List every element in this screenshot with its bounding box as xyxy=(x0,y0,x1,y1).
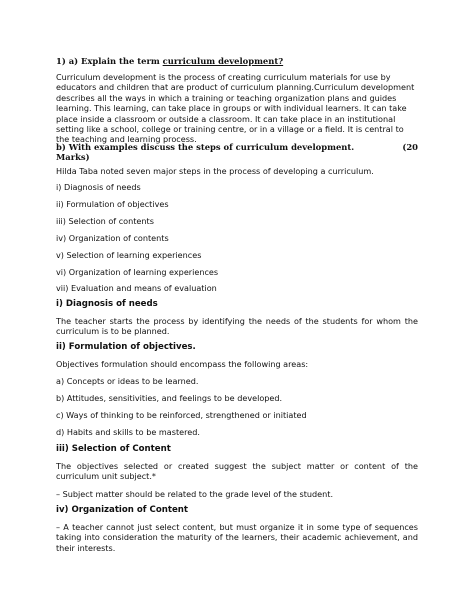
step-item: i) Diagnosis of needs xyxy=(56,182,141,192)
list-item: b) Attitudes, sensitivities, and feelings to be developed. xyxy=(56,393,283,403)
question-1b-title: b) With examples discuss the steps of curriculum development. xyxy=(56,142,355,152)
step-item: v) Selection of learning experiences xyxy=(56,250,202,260)
question-1b-marks-close: Marks) xyxy=(56,152,90,162)
step-item: vii) Evaluation and means of evaluation xyxy=(56,283,217,293)
step-item: vi) Organization of learning experiences xyxy=(56,267,219,277)
section-heading: iv) Organization of Content xyxy=(56,505,189,515)
question-1a-answer: Curriculum development is the process of creating curriculum materials for use by educators and children that are product of curriculum planning.Curriculum development describes all the ways in which a training or teaching organization plans and guides learning. This learning, can take place in groups or with individual learners. It can take place inside a classroom or outside a classroom. It can take place in an institutional setting like a school, college or training centre, or in a village or a field. It is central to the teaching and learning process. xyxy=(56,72,415,145)
section-heading: ii) Formulation of objectives. xyxy=(56,342,196,352)
section-body: The objectives selected or created suggest the subject matter or content of the curriculum unit subject.* xyxy=(56,461,418,482)
step-item: ii) Formulation of objectives xyxy=(56,199,169,209)
question-1b-marks-open: (20 xyxy=(402,142,418,152)
section-body: – A teacher cannot just select content, but must organize it in some type of sequences taking into consideration the maturity of the learners, their academic achievement, and their interests. xyxy=(56,522,418,553)
section-body: The teacher starts the process by identifying the needs of the students for whom the curriculum is to be planned. xyxy=(56,316,418,337)
section-heading: iii) Selection of Content xyxy=(56,444,171,454)
list-item: d) Habits and skills to be mastered. xyxy=(56,427,200,437)
question-1a-heading xyxy=(56,56,418,66)
step-item: iv) Organization of contents xyxy=(56,233,169,243)
section-bullet: – Subject matter should be related to the grade level of the student. xyxy=(56,489,334,499)
step-item: iii) Selection of contents xyxy=(56,216,154,226)
question-1b-heading xyxy=(56,142,418,152)
list-item: c) Ways of thinking to be reinforced, strengthened or initiated xyxy=(56,410,307,420)
list-item: a) Concepts or ideas to be learned. xyxy=(56,376,199,386)
question-number: 1) xyxy=(56,56,66,66)
section-intro: Objectives formulation should encompass the following areas: xyxy=(56,359,309,369)
question-1a-title-underlined: curriculum development? xyxy=(162,56,284,66)
section-heading: i) Diagnosis of needs xyxy=(56,299,158,309)
question-1a-title: a) Explain the term xyxy=(65,56,163,66)
intro-text: Hilda Taba noted seven major steps in the process of developing a curriculum. xyxy=(56,166,374,176)
